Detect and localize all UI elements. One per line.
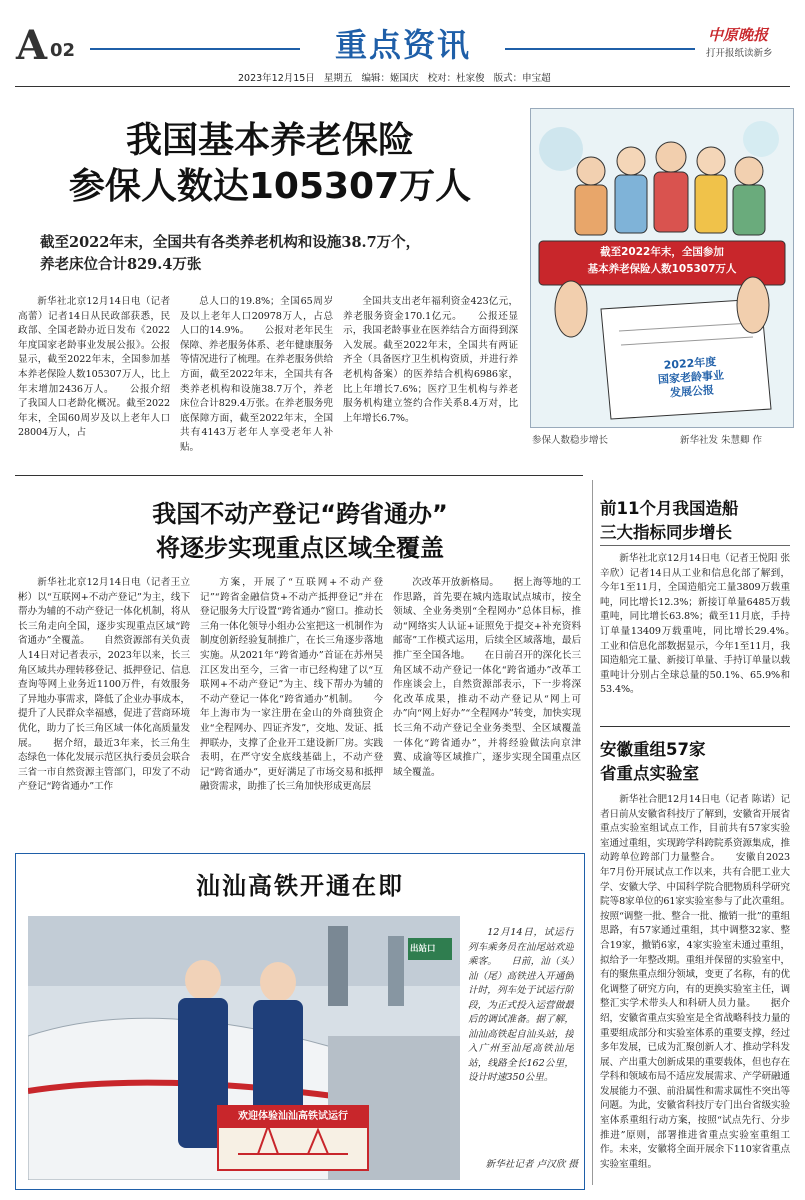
issue-weekday: 星期五 (323, 73, 353, 84)
header-rule-right (505, 48, 695, 50)
proofreader-credit: 校对：杜家俊 (427, 73, 485, 84)
shipbuilding-body: 新华社北京12月14日电（记者王悦阳 张辛欣）记者14日从工业和信息化部了解到，今年1至11月，全国造船完工量3809万载重吨，同比增长12.3%；新接订单量6485万载重吨，同比增长63.8%；截至11月底，手持订单量13409万载重吨，同比增长29.4%。 工业和信息化部数据显示，今年1至11月，我国造船完工量、新接订单量、手持订单量以载重吨计分别占全球总量的50.1%、65.9%和53.4%。 (600, 553, 790, 696)
book-line3: 发展公报 (669, 383, 715, 400)
headline-line2: 省重点实验室 (600, 764, 699, 783)
page-header (0, 0, 805, 90)
shipbuilding-rule (600, 545, 790, 546)
illustration-caption-left: 参保人数稳步增长 (532, 435, 609, 446)
headline-line2: 将逐步实现重点区域全覆盖 (156, 534, 444, 562)
headline-line2: 三大指标同步增长 (600, 523, 732, 542)
article-pension-headline (20, 118, 520, 210)
pension-column-3: 全国共支出老年福利资金423亿元，养老服务资金170.1亿元。 公报还显示，我国老龄事业在医养结合方面得到深入发展。截至2022年末，全国共有两证齐全（具备医疗卫生机构资质，并进行养老机构备案）的医养结合机构6986家，比上年增长7.6%；医疗卫生机构与养老服务机构建立签约合作关系8.4万对，比上年增长6.7%。 (343, 296, 518, 424)
column-divider-vertical (592, 480, 593, 1185)
article-realestate-headline (20, 497, 580, 565)
headline-line1: 我国不动产登记“跨省通办” (152, 500, 448, 528)
banner-line2: 基本养老保险人数105307万人 (587, 263, 737, 275)
banner-line1: 截至2022年末，全国参加 (600, 246, 724, 258)
headline-line1: 安徽重组57家 (600, 740, 706, 759)
exit-sign: 出站口 (410, 944, 436, 954)
section-divider-1 (15, 475, 583, 476)
realestate-column-1: 新华社北京12月14日电（记者王立彬）以“互联网+不动产登记”为主，线下帮办为辅的不动产登记一体化机制，将从长三角走向全国，逐步实现重点区域“跨省通办”全覆盖。 自然资源部有关负责人14日对记者表示，2023年以来，长三角区域共办理转移登记、抵押登记、信息查询等网上业务近1100万件，有效服务了异地办事需求，降低了企业办事成本，提升了人民群众幸福感，促进了营商环境优化，助力了长三角区域一体化高质量发展。 据介绍，最近3年来，长三角生态绿色一体化发展示范区执行委员会联合三省一市自然资源主管部门，印发了不动产登记“跨省通办”工作 (18, 577, 190, 793)
header-rule-left (90, 48, 300, 50)
railway-photo-credit: 新华社记者 卢汉欣 摄 (485, 1159, 578, 1170)
railway-photo (28, 916, 460, 1180)
editor-credit: 编辑：姬国庆 (361, 73, 419, 84)
lab-body: 新华社合肥12月14日电（记者 陈诺）记者日前从安徽省科技厅了解到，安徽省开展省重点实验室组试点工作，目前共有57家实验室通过重组，实现跨学科跨院系资源集成，推动跨单位跨部门力量整合。 安徽自2023年7月份开展试点工作以来，共有合肥工业大学、安徽大学、中国科学院合肥物质科学研究院等8家单位的61家实验室参与了此次重组。按照“调整一批、整合一批、撤销一批”的重组思路，有57家通过重组，其中调整32家、整合19家，撤销6家，4家实验室未通过重组，拟给予一年整改期。重组并保留的实验室中，有的聚焦重点细分领域，变更了名称，有的优化调整了研究方向，有的更换实验室主任，调整汇实学术带头人和科研人员力量。 据介绍，安徽省重点实验室是全省战略科技力量的重要组成部分和实验室体系的重要支撑，经过多年发展，已成为汇聚创新人才、推动学科发展、产出重大创新成果的重要载体，但也存在学科和领域布局不适应发展需求、产学研融通发展能力不强、前沿属性和需求属性不突出等问题。为此，安徽省科技厅专门出台省级实验室体系重组行动方案，按照“试点先行、分步推进”原则，部署推进省重点实验室重组工作。未来，安徽将全面开展余下110家省重点实验室重组。 (600, 794, 790, 1170)
railway-headline: 汕汕高铁开通在即 (196, 872, 404, 900)
subtitle-line2: 养老床位合计829.4万张 (40, 256, 202, 273)
headline-line1: 我国基本养老保险 (125, 120, 414, 161)
date-line (238, 70, 551, 84)
railway-photo-drawing (28, 916, 460, 1180)
headline-line1: 前11个月我国造船 (600, 499, 739, 518)
pension-column-2: 总人口的19.8%；全国65周岁及以上老年人口20978万人，占总人口的14.9%。 公报对老年民生保障、养老服务体系、老年健康服务等情况进行了梳理。在养老服务供给方面，截至2022年末，全国共有各类养老机构和设施38.7万个，养老床位合计829.4万张。在养老服务兜底保障方面，截至2022年末，全国共有4143万老年人享受老年人补贴。 (180, 296, 333, 453)
cartoon-illustration (530, 108, 794, 428)
railway-caption: 12月14日，试运行列车乘务员在汕尾站欢迎乘客。 日前，汕（头）汕（尾）高铁进入开通倒计时，列车处于试运行阶段，为正式投入运营做最后的调试准备。据了解，汕汕高铁起自汕头站，接入广州至汕尾高铁汕尾站，线路全长162公里，设计时速350公里。 (468, 927, 574, 1083)
section-divider-right (600, 726, 790, 727)
realestate-column-2: 方案，开展了“互联网+不动产登记”“跨省金融信贷+不动产抵押登记”并在登记服务大厅设置“跨省通办”窗口。推动长三角一体化领导小组办公室把这一机制作为制度创新经验复制推广，在长三角逐步落地实施。从2021年“跨省通办”首证在苏州吴江区发出至今，三省一市已经构建了以“互联网+不动产登记”为主、线下帮办为辅的不动产登记一体化“跨省通办”机制。 今年上海市为一家注册在金山的外商独资企业“全程网办、四证齐发”，交地、发证、抵押联办，支撑了企业开工建设新厂房。实践表明，在严守安全底线基础上，不动产登记“跨省通办”，更好满足了市场交易和抵押融资需求，助推了长三角加快形成更高层 (200, 577, 383, 793)
illustration-caption-right: 新华社发 朱慧卿 作 (680, 435, 763, 446)
paper-logo: 中原晚报 (708, 26, 769, 44)
page-letter: A (16, 22, 48, 69)
header-divider (15, 86, 790, 87)
section-title: 重点资讯 (334, 26, 471, 64)
article-shipbuilding-headline (600, 497, 790, 545)
article-pension-subtitle (40, 232, 520, 276)
article-lab-headline (600, 738, 790, 786)
realestate-column-3: 次改革开放新格局。 据上海等地的工作思路，首先要在城内选取试点城市，按全领域、全业务类别“全程网办”总体目标，推动“网络实人认证+证照免于提交+补充资料邮寄”工作模式运用，后续全区域落地，最后推广至全国各地。 在日前召开的深化长三角区域不动产登记一体化“跨省通办”改革工作座谈会上，自然资源部表示，下一步将深化改革成果，推动不动产登记从“网上可办”向“网上好办”“全程网办”转变，加快实现长三角不动产登记全业务类型、全区域覆盖一体化“跨省通办”，并将经验做法向京津冀、成渝等区域推广，逐步实现全国重点区域全覆盖。 (393, 577, 581, 778)
book-line2: 国家老龄事业 (657, 368, 725, 387)
welcome-banner: 欢迎体验汕汕高铁试运行 (218, 1106, 368, 1128)
pension-column-1: 新华社北京12月14日电（记者 高蕾）记者14日从民政部获悉，民政部、全国老龄办近日发布《2022年度国家老龄事业发展公报》。公报显示，截至2022年末，全国参加基本养老保险人数105307万人，比上年末增加2436万人。 公报介绍了我国人口老龄化概况。截至2022年末，全国60周岁及以上老年人口28004万人，占 (18, 296, 170, 439)
paper-slogan: 打开报纸读新乡 (706, 48, 773, 59)
headline-line2: 参保人数达105307万人 (68, 166, 472, 207)
issue-date: 2023年12月15日 (238, 73, 315, 84)
subtitle-line1: 截至2022年末，全国共有各类养老机构和设施38.7万个， (40, 234, 421, 251)
cartoon-banner-text (539, 244, 785, 278)
designer-credit: 版式：申宝超 (493, 73, 551, 84)
page-number: 02 (50, 40, 76, 61)
book-line1: 2022年度 (663, 355, 717, 372)
railway-photo-box (15, 853, 585, 1190)
